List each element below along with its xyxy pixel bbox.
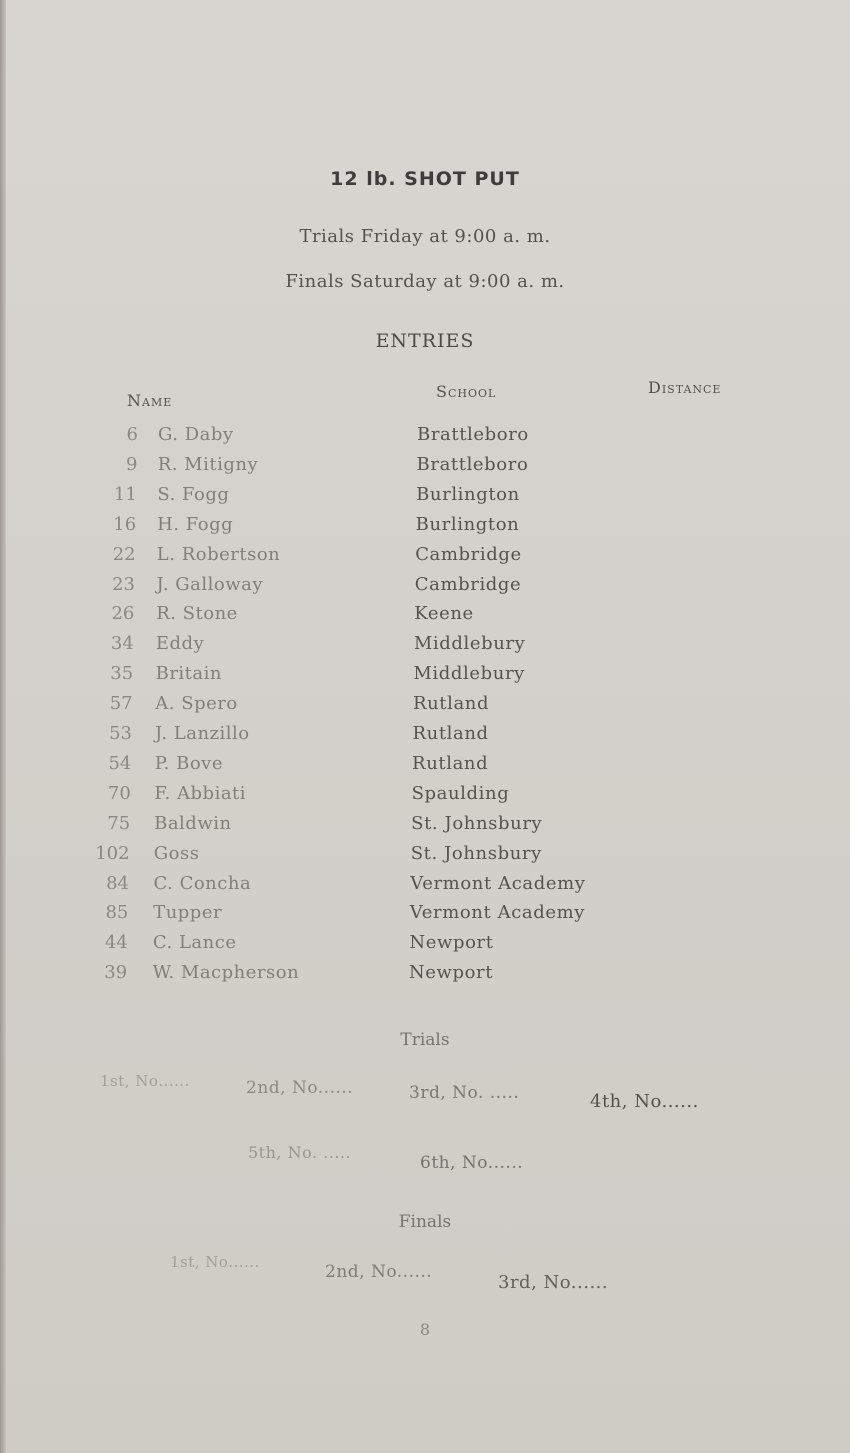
entry-number: 85 (105, 902, 129, 924)
entry-row (0, 932, 850, 962)
entry-number: 84 (106, 872, 129, 894)
entry-school: Newport (409, 932, 494, 954)
column-header-distance: Distance (648, 378, 722, 397)
finals-place-2nd: 2nd, No...... (325, 1262, 433, 1282)
trials-place-2nd: 2nd, No...... (246, 1078, 354, 1098)
entry-number: 23 (112, 573, 135, 595)
entry-school: Vermont Academy (409, 902, 586, 924)
trials-place-1st: 1st, No...... (100, 1072, 190, 1090)
entry-number: 6 (126, 424, 138, 445)
entry-row (0, 902, 850, 932)
entry-name: P. Bove (154, 752, 223, 774)
entry-name: H. Fogg (157, 513, 234, 535)
entry-name: R. Mitigny (157, 453, 259, 475)
finals-heading: Finals (398, 1212, 452, 1232)
entry-school: Burlington (416, 483, 520, 505)
entry-name: W. Macpherson (152, 962, 300, 984)
entry-name: Goss (153, 842, 200, 864)
entry-name: C. Lance (152, 932, 237, 954)
trials-place-6th: 6th, No...... (420, 1153, 524, 1173)
entry-name: Baldwin (154, 812, 232, 834)
entry-name: A. Spero (155, 693, 238, 715)
entry-number: 54 (108, 752, 132, 774)
entry-row (0, 574, 850, 604)
entry-number: 11 (113, 483, 137, 505)
entry-name: G. Daby (158, 424, 234, 445)
trials-place-5th: 5th, No. ..... (248, 1143, 352, 1162)
entry-number: 57 (109, 693, 133, 715)
entry-school: Rutland (412, 723, 489, 744)
entry-number: 9 (125, 453, 138, 475)
entry-school: Burlington (415, 513, 520, 535)
entry-name: Britain (155, 663, 222, 685)
entry-row (0, 514, 850, 544)
entry-row (0, 484, 850, 514)
entry-school: Vermont Academy (410, 872, 586, 894)
column-header-school: School (436, 382, 497, 401)
entry-school: Newport (408, 962, 494, 984)
entry-row (0, 873, 850, 903)
entry-school: Cambridge (415, 543, 522, 565)
entry-row (0, 424, 850, 454)
entry-row (0, 693, 850, 723)
entry-school: Middlebury (413, 663, 525, 685)
entry-number: 70 (107, 782, 131, 804)
trials-heading: Trials (400, 1030, 450, 1050)
entry-number: 35 (110, 663, 134, 685)
entry-number: 26 (111, 603, 135, 625)
page-number: 8 (419, 1320, 431, 1339)
entry-school: Rutland (412, 752, 489, 774)
entries-heading: ENTRIES (375, 330, 475, 352)
entry-name: Eddy (155, 633, 205, 655)
trials-schedule: Trials Friday at 9:00 a. m. (299, 226, 551, 247)
entry-school: Brattleboro (417, 424, 529, 445)
entry-row (0, 813, 850, 843)
entry-row (0, 843, 850, 873)
entry-number: 53 (109, 723, 132, 744)
entry-school: Middlebury (413, 633, 526, 655)
entry-school: Keene (414, 603, 474, 625)
entry-number: 16 (113, 513, 137, 535)
entry-name: J. Lanzillo (155, 723, 250, 744)
entry-row (0, 783, 850, 813)
entry-name: L. Robertson (156, 543, 281, 565)
entry-school: Brattleboro (416, 453, 529, 475)
entry-row (0, 633, 850, 663)
event-title: 12 lb. SHOT PUT (330, 168, 520, 190)
entry-row (0, 454, 850, 484)
entry-name: J. Galloway (156, 573, 264, 595)
entry-row (0, 753, 850, 783)
finals-place-1st: 1st, No...... (170, 1253, 260, 1271)
entry-school: St. Johnsbury (411, 812, 543, 834)
entry-number: 102 (95, 842, 130, 864)
entry-school: Cambridge (414, 573, 522, 595)
entry-number: 22 (112, 543, 136, 565)
entry-number: 75 (107, 812, 131, 834)
entry-row (0, 962, 850, 992)
entry-number: 39 (104, 962, 128, 984)
entry-name: F. Abbiati (154, 782, 247, 804)
entry-school: Spaulding (411, 782, 510, 804)
entry-name: S. Fogg (157, 483, 230, 505)
column-header-name: Name (127, 391, 173, 410)
entry-school: St. Johnsbury (410, 842, 542, 864)
finals-schedule: Finals Saturday at 9:00 a. m. (285, 271, 565, 292)
entry-number: 44 (104, 932, 128, 954)
trials-place-4th: 4th, No...... (590, 1091, 699, 1112)
entry-row (0, 544, 850, 574)
entry-school: Rutland (412, 693, 490, 715)
entry-row (0, 663, 850, 693)
entry-name: Tupper (153, 902, 223, 924)
entry-name: R. Stone (156, 603, 238, 625)
finals-place-3rd: 3rd, No...... (498, 1272, 609, 1293)
entry-row (0, 723, 850, 753)
entry-number: 34 (110, 633, 134, 655)
entry-name: C. Concha (153, 872, 252, 894)
trials-place-3rd: 3rd, No. ..... (409, 1083, 520, 1103)
entry-row (0, 603, 850, 633)
